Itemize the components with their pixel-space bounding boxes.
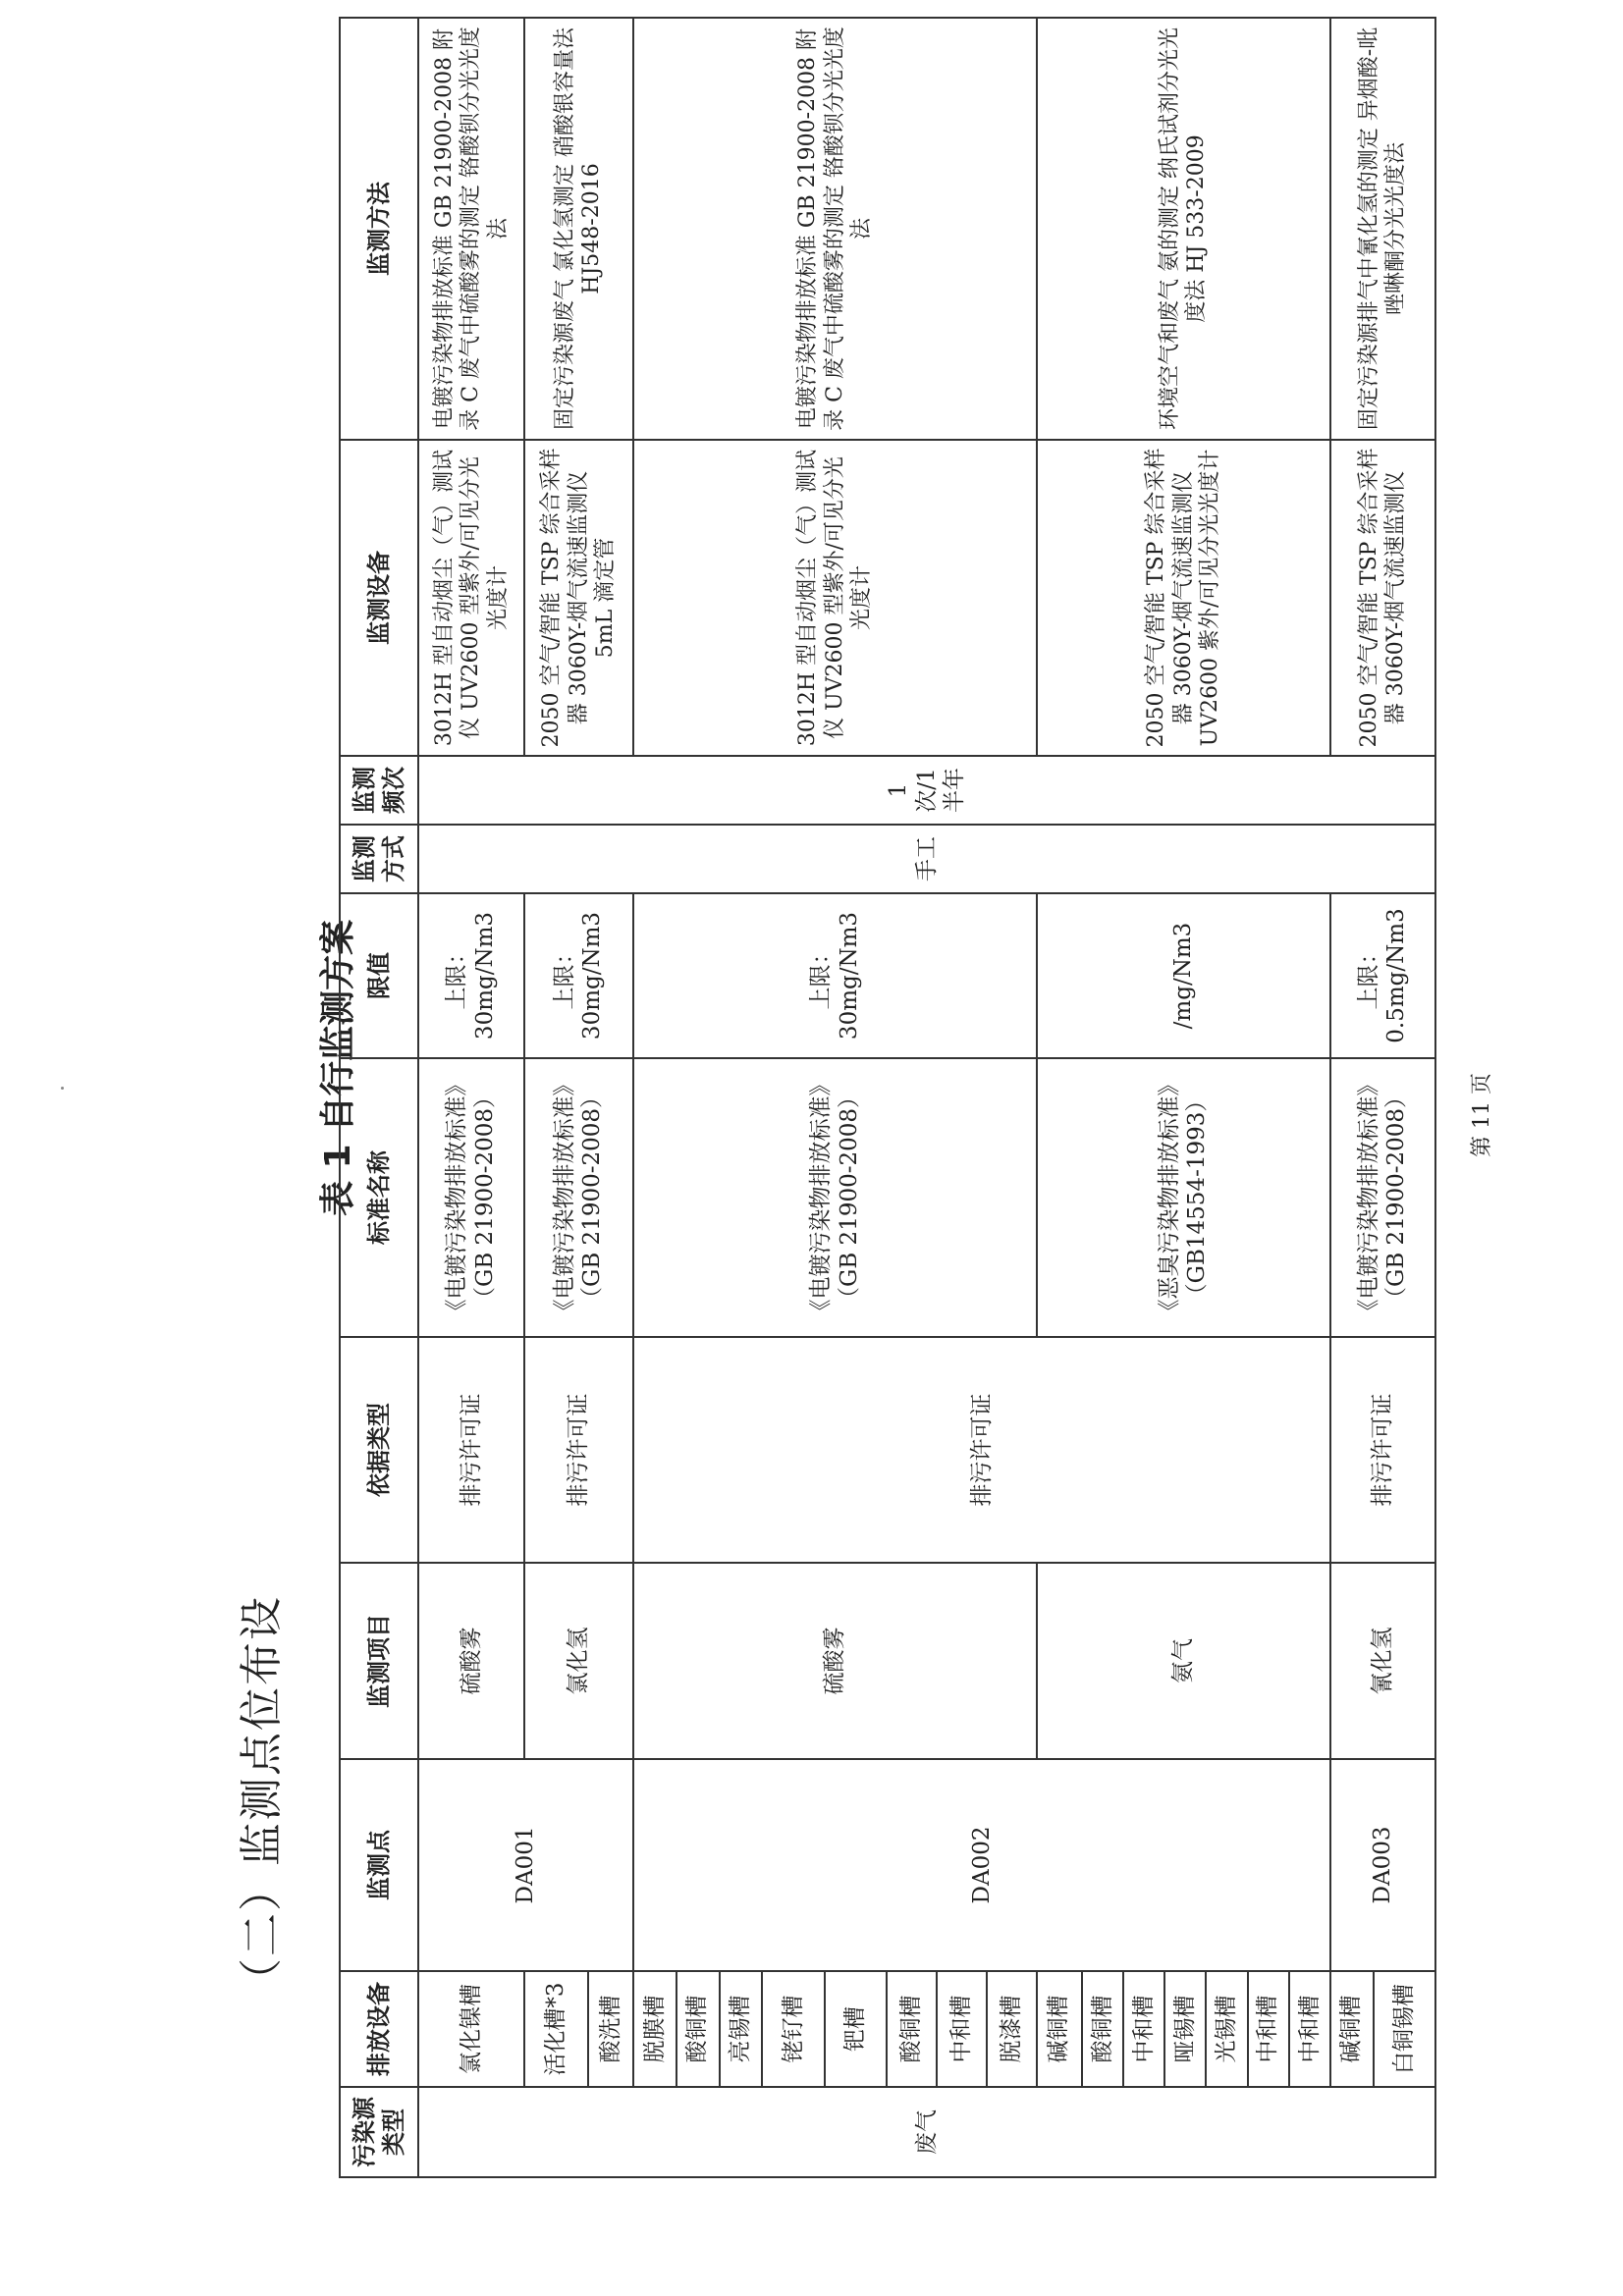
equipment-cell: 中和槽 bbox=[937, 1971, 987, 2087]
item-cell: 氯化氢 bbox=[524, 1563, 634, 1759]
header-point: 监测点 bbox=[340, 1759, 418, 1971]
equipment-cell: 活化槽*3 bbox=[524, 1971, 589, 2087]
header-pollutant-type: 污染源类型 bbox=[340, 2087, 418, 2177]
frequency-cell: 1 次/1 半年 bbox=[418, 756, 1435, 825]
equipment-cell: 酸铜槽 bbox=[887, 1971, 937, 2087]
equipment-cell: 中和槽 bbox=[1123, 1971, 1164, 2087]
header-limit: 限值 bbox=[340, 893, 418, 1058]
device-cell: 2050 空气/智能 TSP 综合采样器 3060Y-烟气流速监测仪 bbox=[1330, 440, 1435, 756]
header-device: 监测设备 bbox=[340, 440, 418, 756]
basis-cell: 排污许可证 bbox=[524, 1337, 634, 1563]
equipment-cell: 碱铜槽 bbox=[1330, 1971, 1374, 2087]
point-cell: DA002 bbox=[633, 1759, 1330, 1971]
equipment-cell: 酸洗槽 bbox=[588, 1971, 633, 2087]
header-method: 监测方法 bbox=[340, 18, 418, 440]
equipment-cell: 钯槽 bbox=[825, 1971, 887, 2087]
header-frequency: 监测频次 bbox=[340, 756, 418, 825]
limit-cell: /mg/Nm3 bbox=[1037, 893, 1330, 1058]
table-row bbox=[633, 18, 676, 2177]
limit-cell: 上限：0.5mg/Nm3 bbox=[1330, 893, 1435, 1058]
standard-cell: 《恶臭污染物排放标准》（GB14554-1993） bbox=[1037, 1058, 1330, 1337]
equipment-cell: 铑钌槽 bbox=[762, 1971, 824, 2087]
equipment-cell: 碱铜槽 bbox=[1037, 1971, 1082, 2087]
mode-cell: 手工 bbox=[418, 825, 1435, 893]
item-cell: 硫酸雾 bbox=[418, 1563, 523, 1759]
item-cell: 氰化氢 bbox=[1330, 1563, 1435, 1759]
standard-cell: 《电镀污染物排放标准》（GB 21900-2008） bbox=[418, 1058, 523, 1337]
standard-cell: 《电镀污染物排放标准》（GB 21900-2008） bbox=[633, 1058, 1036, 1337]
header-item: 监测项目 bbox=[340, 1563, 418, 1759]
method-cell: 电镀污染物排放标准 GB 21900-2008 附录 C 废气中硫酸雾的测定 铬酸钡分光光度法 bbox=[418, 18, 523, 440]
basis-cell: 排污许可证 bbox=[1330, 1337, 1435, 1563]
equipment-cell: 中和槽 bbox=[1248, 1971, 1289, 2087]
point-cell: DA003 bbox=[1330, 1759, 1435, 1971]
table-row bbox=[418, 18, 523, 2177]
equipment-cell: 脱漆槽 bbox=[987, 1971, 1037, 2087]
device-cell: 2050 空气/智能 TSP 综合采样器 3060Y-烟气流速监测仪 5mL 滴定管 bbox=[524, 440, 634, 756]
device-cell: 3012H 型自动烟尘（气）测试仪 UV2600 型紫外/可见分光光度计 bbox=[418, 440, 523, 756]
equipment-cell: 酸铜槽 bbox=[676, 1971, 720, 2087]
table-row bbox=[1330, 18, 1374, 2177]
item-cell: 氨气 bbox=[1037, 1563, 1330, 1759]
scan-speck bbox=[61, 1087, 64, 1090]
table-caption: 表 1 自行监测方案 bbox=[318, 919, 358, 1216]
equipment-cell: 光锡槽 bbox=[1206, 1971, 1247, 2087]
section-title: （二）监测点位布设 bbox=[237, 1595, 287, 2002]
item-cell: 硫酸雾 bbox=[633, 1563, 1036, 1759]
limit-cell: 上限：30mg/Nm3 bbox=[524, 893, 634, 1058]
method-cell: 环境空气和废气 氨的测定 纳氏试剂分光光度法 HJ 533-2009 bbox=[1037, 18, 1330, 440]
device-cell: 3012H 型自动烟尘（气）测试仪 UV2600 型紫外/可见分光光度计 bbox=[633, 440, 1036, 756]
header-standard: 标准名称 bbox=[340, 1058, 418, 1337]
device-cell: 2050 空气/智能 TSP 综合采样器 3060Y-烟气流速监测仪 UV2600 紫外/可见分光光度计 bbox=[1037, 440, 1330, 756]
point-cell: DA001 bbox=[418, 1759, 633, 1971]
method-cell: 固定污染源废气 氯化氢测定 硝酸银容量法 HJ548-2016 bbox=[524, 18, 634, 440]
limit-cell: 上限：30mg/Nm3 bbox=[633, 893, 1036, 1058]
header-mode: 监测方式 bbox=[340, 825, 418, 893]
equipment-cell: 氯化镍槽 bbox=[418, 1971, 523, 2087]
limit-cell: 上限：30mg/Nm3 bbox=[418, 893, 523, 1058]
monitoring-plan-table bbox=[339, 17, 1436, 2178]
basis-cell: 排污许可证 bbox=[633, 1337, 1330, 1563]
standard-cell: 《电镀污染物排放标准》（GB 21900-2008） bbox=[1330, 1058, 1435, 1337]
basis-cell: 排污许可证 bbox=[418, 1337, 523, 1563]
method-cell: 电镀污染物排放标准 GB 21900-2008 附录 C 废气中硫酸雾的测定 铬酸钡分光光度法 bbox=[633, 18, 1036, 440]
page-number: 第 11 页 bbox=[1470, 1073, 1494, 1157]
equipment-cell: 酸铜槽 bbox=[1082, 1971, 1123, 2087]
equipment-cell: 哑锡槽 bbox=[1164, 1971, 1206, 2087]
equipment-cell: 白铜锡槽 bbox=[1374, 1971, 1435, 2087]
equipment-cell: 中和槽 bbox=[1289, 1971, 1330, 2087]
header-row bbox=[340, 18, 418, 2177]
pollutant-type-cell: 废气 bbox=[418, 2087, 1435, 2177]
header-equipment: 排放设备 bbox=[340, 1971, 418, 2087]
method-cell: 固定污染源排气中氰化氢的测定 异烟酸-吡唑啉酮分光光度法 bbox=[1330, 18, 1435, 440]
standard-cell: 《电镀污染物排放标准》（GB 21900-2008） bbox=[524, 1058, 634, 1337]
equipment-cell: 亮锡槽 bbox=[720, 1971, 763, 2087]
equipment-cell: 脱膜槽 bbox=[633, 1971, 676, 2087]
header-basis: 依据类型 bbox=[340, 1337, 418, 1563]
